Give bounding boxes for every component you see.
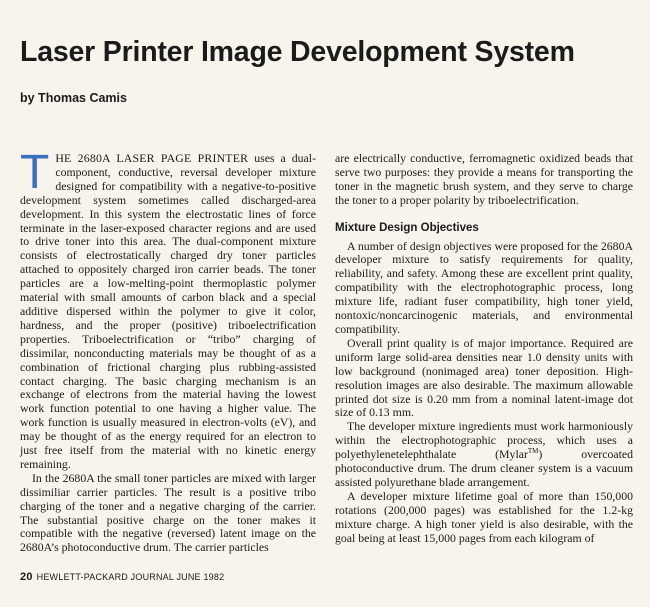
text-run: ) overcoated photoconductive drum. The drum cleaner system is a vacuum assisted polyurethane blade arrangement. bbox=[335, 447, 633, 489]
section-heading: Mixture Design Objectives bbox=[335, 221, 479, 234]
body-paragraph: Overall print quality is of major importance. Required are uniform large solid-area densities near 1.0 density units with low background (nonimaged area) toner deposition. High-resolution images are also desirable. The maximum allowable printed dot size is 0.20 mm from a nominal latent-image dot size of 0.13 mm. bbox=[335, 335, 633, 420]
intro-paragraph bbox=[20, 146, 317, 472]
left-column bbox=[20, 146, 317, 555]
page-footer bbox=[20, 571, 224, 583]
continued-paragraph: are electrically conductive, ferromagnetic oxidized beads that serve two purposes: they provide a means for transporting the toner in the magnetic brush system, and they serve to charge the toner to a proper polarity by triboelectrification. bbox=[335, 151, 633, 207]
journal-name: HEWLETT-PACKARD JOURNAL JUNE 1982 bbox=[36, 572, 225, 582]
body-paragraph bbox=[335, 420, 633, 490]
right-column bbox=[335, 152, 633, 545]
byline: by Thomas Camis bbox=[20, 91, 127, 105]
body-paragraph: In the 2680A the small toner particles are mixed with larger dissimiliar carrier particles. The result is a positive tribo charging of the toner and a negative charging of the carrier. The substantial positive charge on the toner makes it compatible with the negative (reversed) latent image on the 2680A’s photoconductive drum. The carrier particles bbox=[20, 470, 316, 555]
text-run: The developer mixture ingredients must work harmoniously within the electrophotographic process, which uses a polyethylenetelephthalate (Mylar bbox=[335, 419, 633, 462]
intro-text: uses a dual-component, conductive, reversal developer mixture designed for compatibility with a negative-to-positive development system sometimes called discharged-area development. In this system the electrostatic lines of force terminate in the laser-exposed character regions and are used to drive toner into this area. The dual-component mixture consists of electrostatically charged dry toner particles attached to oppositely charged iron carrier beads. The toner particles are a low-melting-point thermoplastic polymer material with small amounts of carbon black and a special additive dispersed within the polymer to give it color, hardness, and the proper (positive) triboelectrification properties. Triboelectrification or “tribo” charging of dissimilar, nonconducting materials may be thought of as a combination of frictional charging plus rubbing-assisted contact charging. The basic charging mechanism is an exchange of electrons from the material having the lowest work function potential to one having a higher value. The work function is usually measured in electron-volts (eV), and may be thought of as the energy required for an electron to just free itself from the material with no kinetic energy remaining. bbox=[20, 151, 317, 471]
lead-in: HE 2680A LASER PAGE PRINTER bbox=[55, 151, 249, 165]
body-paragraph: A number of design objectives were proposed for the 2680A developer mixture to satisfy requirements for quality, reliability, and safety. Among these are excellent print quality, compatibility with the electrophotographic process, long mixture life, radiant fuser compatibility, high toner yield, nontoxic/noncarcinogenic materials, and environmental compatibility. bbox=[335, 238, 633, 336]
body-paragraph: A developer mixture lifetime goal of more than 150,000 rotations (200,000 pages) was established for the 1.2-kg mixture charge. A high toner yield is also desirable, with the goal being at least 15,000 pages from each kilogram of bbox=[335, 488, 633, 545]
page-number: 20 bbox=[20, 571, 33, 583]
trademark-mark: TM bbox=[527, 447, 539, 456]
article-title: Laser Printer Image Development System bbox=[20, 36, 575, 68]
drop-cap: T bbox=[20, 146, 50, 199]
